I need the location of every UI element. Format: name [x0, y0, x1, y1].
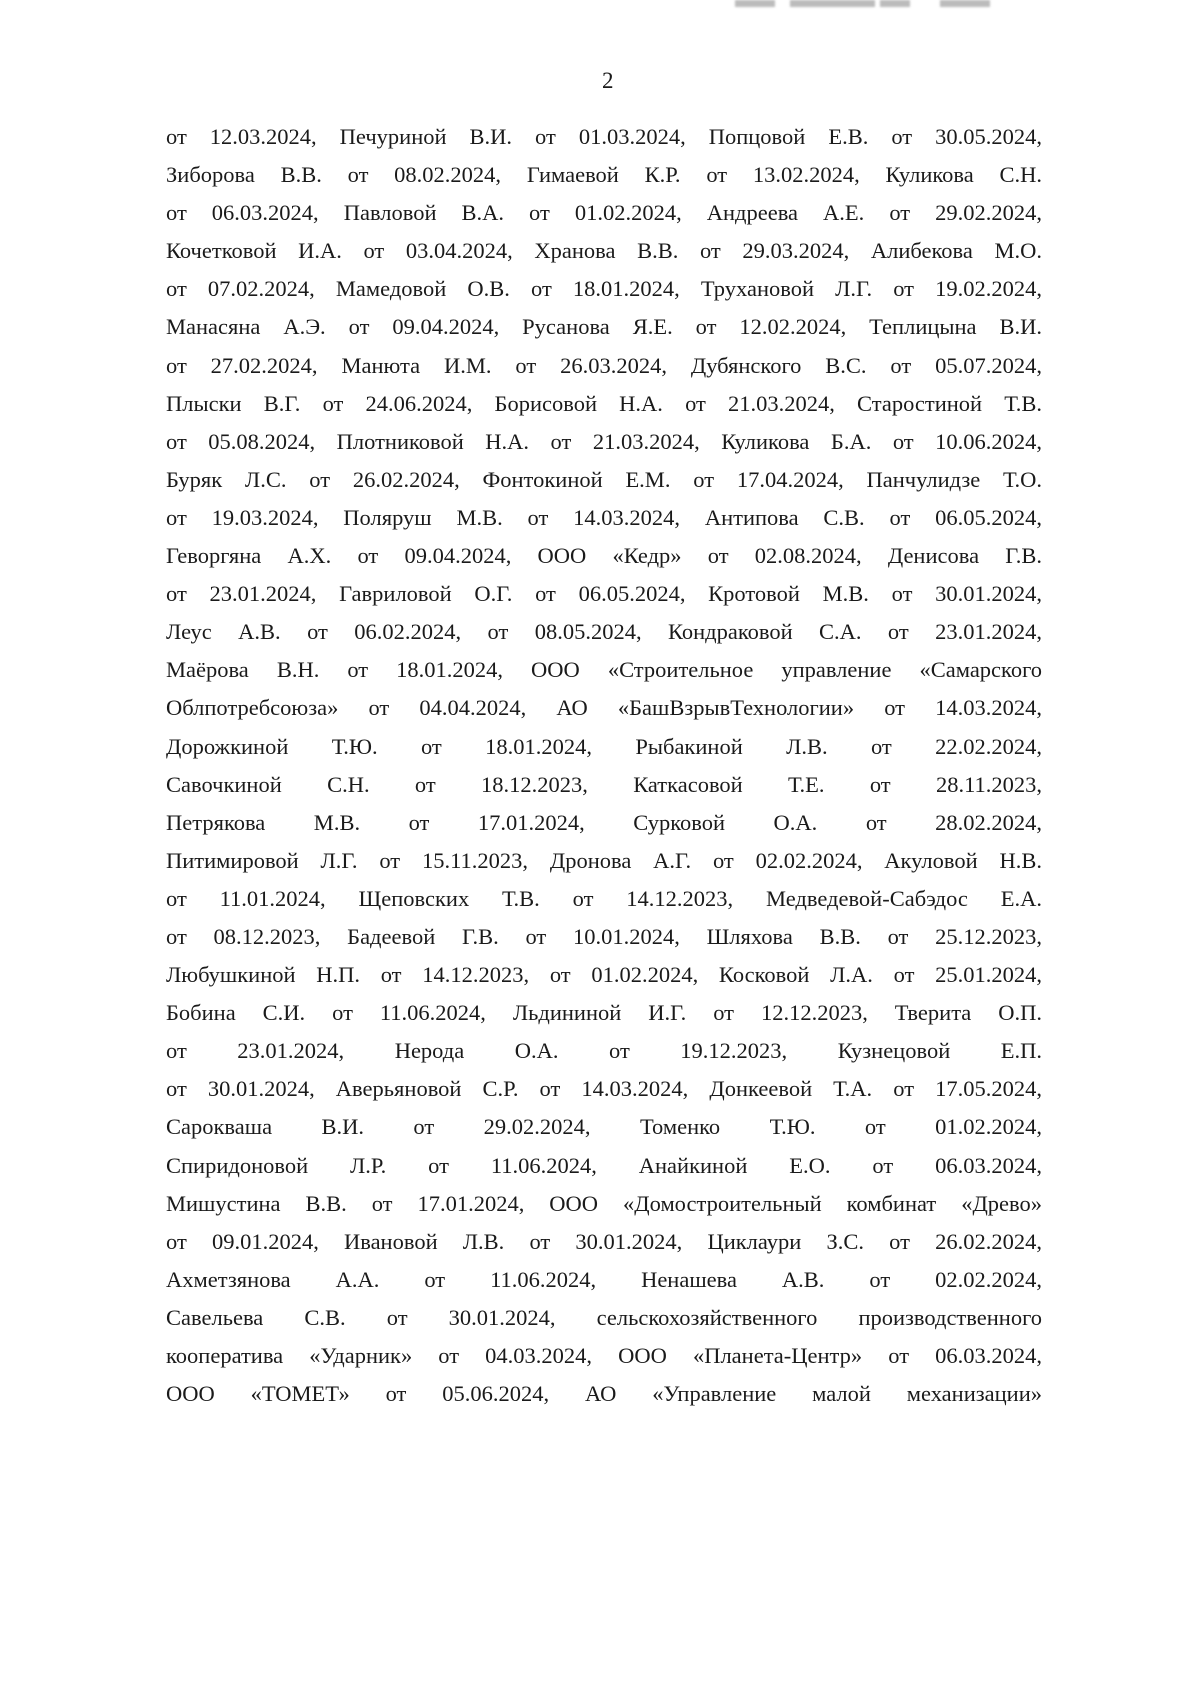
page-number: 2	[602, 68, 614, 93]
text-line	[166, 1337, 1042, 1375]
text-line-content: от 23.01.2024, Гавриловой О.Г. от 06.05.2024, Кротовой М.В. от 30.01.2024,	[166, 581, 1042, 607]
text-line-content: Любушкиной Н.П. от 14.12.2023, от 01.02.2024, Косковой Л.А. от 25.01.2024,	[166, 962, 1042, 988]
text-line-content: Мишустина В.В. от 17.01.2024, ООО «Домостроительный комбинат «Древо»	[166, 1190, 1042, 1216]
text-line-content: Кочетковой И.А. от 03.04.2024, Хранова В.В. от 29.03.2024, Алибекова М.О.	[166, 238, 1042, 264]
text-line	[166, 232, 1042, 270]
text-line	[166, 537, 1042, 575]
text-line	[166, 461, 1042, 499]
text-line	[166, 766, 1042, 804]
text-line	[166, 308, 1042, 346]
text-line-content: Геворгяна А.Х. от 09.04.2024, ООО «Кедр» от 02.08.2024, Денисова Г.В.	[166, 543, 1042, 569]
text-line	[166, 1108, 1042, 1146]
text-line	[166, 804, 1042, 842]
text-line	[166, 1223, 1042, 1261]
text-line	[166, 385, 1042, 423]
text-line-content: от 08.12.2023, Бадеевой Г.В. от 10.01.2024, Шляхова В.В. от 25.12.2023,	[166, 923, 1042, 949]
text-line-content: от 27.02.2024, Манюта И.М. от 26.03.2024, Дубянского В.С. от 05.07.2024,	[166, 352, 1042, 378]
text-line	[166, 499, 1042, 537]
text-line	[166, 994, 1042, 1032]
text-line-content: Сарокваша В.И. от 29.02.2024, Томенко Т.Ю. от 01.02.2024,	[166, 1114, 1042, 1140]
scan-artifact	[880, 0, 910, 7]
text-line	[166, 918, 1042, 956]
scan-artifact	[735, 0, 775, 7]
text-line-content: от 12.03.2024, Печуриной В.И. от 01.03.2024, Попцовой Е.В. от 30.05.2024,	[166, 124, 1042, 149]
text-line	[166, 118, 1042, 156]
text-line-content: Спиридоновой Л.Р. от 11.06.2024, Анайкиной Е.О. от 06.03.2024,	[166, 1152, 1042, 1178]
text-line-content: от 19.03.2024, Поляруш М.В. от 14.03.2024, Антипова С.В. от 06.05.2024,	[166, 504, 1042, 530]
text-line-content: от 09.01.2024, Ивановой Л.В. от 30.01.2024, Циклаури З.С. от 26.02.2024,	[166, 1228, 1042, 1254]
text-line	[166, 194, 1042, 232]
text-line-content: Зиборова В.В. от 08.02.2024, Гимаевой К.Р. от 13.02.2024, Куликова С.Н.	[166, 162, 1042, 188]
text-line	[166, 651, 1042, 689]
text-line	[166, 1185, 1042, 1223]
text-line-content: Питимировой Л.Г. от 15.11.2023, Дронова А.Г. от 02.02.2024, Акуловой Н.В.	[166, 847, 1042, 873]
text-line	[166, 842, 1042, 880]
text-line	[166, 689, 1042, 727]
text-line	[166, 423, 1042, 461]
text-line	[166, 728, 1042, 766]
text-line	[166, 575, 1042, 613]
text-line-content: Облпотребсоюза» от 04.04.2024, АО «БашВзрывТехнологии» от 14.03.2024,	[166, 695, 1042, 721]
text-line-content: Савельева С.В. от 30.01.2024, сельскохозяйственного производственного	[166, 1304, 1042, 1330]
text-line-content: Бобина С.И. от 11.06.2024, Льдининой И.Г. от 12.12.2023, Тверита О.П.	[166, 1000, 1042, 1026]
text-line-content: от 23.01.2024, Нерода О.А. от 19.12.2023, Кузнецовой Е.П.	[166, 1038, 1042, 1064]
text-line	[166, 613, 1042, 651]
text-line	[166, 956, 1042, 994]
text-line-content: Буряк Л.С. от 26.02.2024, Фонтокиной Е.М. от 17.04.2024, Панчулидзе Т.О.	[166, 466, 1042, 492]
text-line	[166, 347, 1042, 385]
text-line-content: от 11.01.2024, Щеповских Т.В. от 14.12.2023, Медведевой-Сабэдос Е.А.	[166, 885, 1042, 911]
text-line	[166, 880, 1042, 918]
text-line-content: Ахметзянова А.А. от 11.06.2024, Ненашева А.В. от 02.02.2024,	[166, 1266, 1042, 1292]
text-line	[166, 156, 1042, 194]
text-line-content: ООО «ТОМЕТ» от 05.06.2024, АО «Управление малой механизации»	[166, 1381, 1042, 1407]
text-line	[166, 1147, 1042, 1185]
text-line-content: от 05.08.2024, Плотниковой Н.А. от 21.03.2024, Куликова Б.А. от 10.06.2024,	[166, 428, 1042, 454]
text-line	[166, 1299, 1042, 1337]
text-line-content: кооператива «Ударник» от 04.03.2024, ООО «Планета-Центр» от 06.03.2024,	[166, 1343, 1042, 1368]
text-line-content: Дорожкиной Т.Ю. от 18.01.2024, Рыбакиной Л.В. от 22.02.2024,	[166, 733, 1042, 759]
text-line-content: от 06.03.2024, Павловой В.А. от 01.02.2024, Андреева А.Е. от 29.02.2024,	[166, 200, 1042, 226]
text-line	[166, 270, 1042, 308]
text-line-content: Маёрова В.Н. от 18.01.2024, ООО «Строительное управление «Самарского	[166, 657, 1042, 683]
text-line	[166, 1375, 1042, 1413]
text-line-content: Петрякова М.В. от 17.01.2024, Сурковой О.А. от 28.02.2024,	[166, 809, 1042, 835]
scan-artifact	[790, 0, 875, 7]
text-line-content: Плыски В.Г. от 24.06.2024, Борисовой Н.А. от 21.03.2024, Старостиной Т.В.	[166, 390, 1042, 416]
text-line	[166, 1261, 1042, 1299]
text-line	[166, 1070, 1042, 1108]
document-body	[166, 118, 1042, 1413]
text-line	[166, 1032, 1042, 1070]
scan-artifact	[940, 0, 990, 7]
text-line-content: Леус А.В. от 06.02.2024, от 08.05.2024, Кондраковой С.А. от 23.01.2024,	[166, 619, 1042, 645]
text-line-content: от 07.02.2024, Мамедовой О.В. от 18.01.2024, Трухановой Л.Г. от 19.02.2024,	[166, 276, 1042, 302]
text-line-content: от 30.01.2024, Аверьяновой С.Р. от 14.03.2024, Донкеевой Т.А. от 17.05.2024,	[166, 1076, 1042, 1102]
text-line-content: Савочкиной С.Н. от 18.12.2023, Каткасовой Т.Е. от 28.11.2023,	[166, 771, 1042, 797]
text-line-content: Манасяна А.Э. от 09.04.2024, Русанова Я.Е. от 12.02.2024, Теплицына В.И.	[166, 314, 1042, 340]
